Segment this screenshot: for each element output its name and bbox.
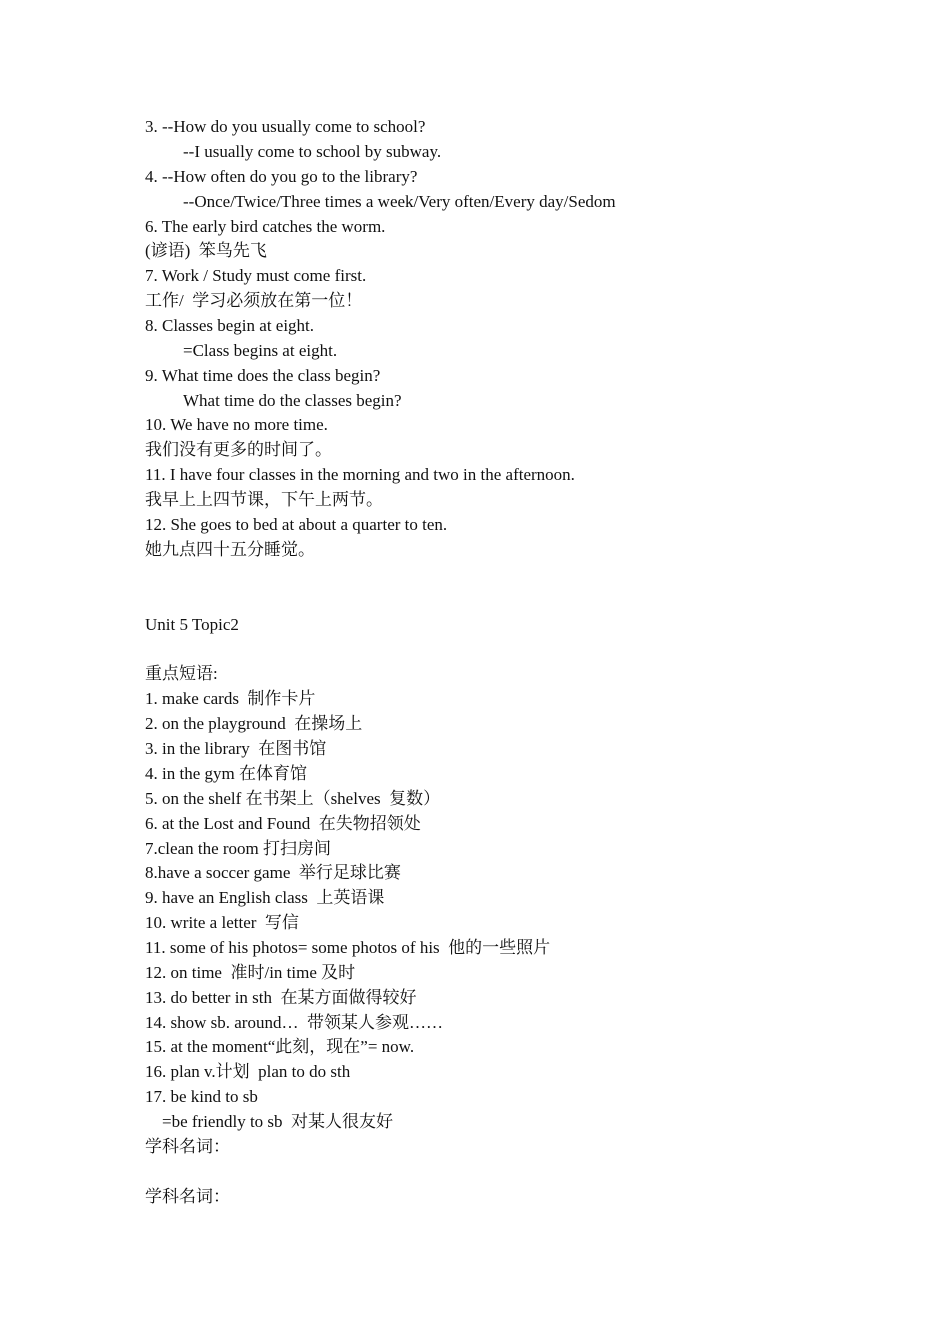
phrase-item: 9. have an English class 上英语课: [145, 888, 385, 907]
sentence-11-english: 11. I have four classes in the morning and two in the afternoon.: [145, 465, 575, 484]
phrase-item: 4. in the gym 在体育馆: [145, 764, 307, 783]
phrase-item: 15. at the moment“此刻，现在”= now.: [145, 1037, 415, 1056]
sentence-7-chinese: 工作/ 学习必须放在第一位！: [145, 291, 363, 310]
sentence-3-answer: --I usually come to school by subway.: [183, 142, 442, 161]
phrase-item: 5. on the shelf 在书架上（shelves 复数）: [145, 789, 441, 808]
sentence-3-question: 3. --How do you usually come to school?: [145, 117, 426, 136]
phrase-item: 2. on the playground 在操场上: [145, 714, 363, 733]
sentence-12-chinese: 她九点四十五分睡觉。: [145, 540, 315, 559]
sentence-7-english: 7. Work / Study must come first.: [145, 266, 367, 285]
phrase-item: 14. show sb. around… 带领某人参观……: [145, 1013, 443, 1032]
phrase-item: 7.clean the room 打扫房间: [145, 839, 332, 858]
phrase-item: 16. plan v.计划 plan to do sth: [145, 1062, 351, 1081]
sentence-4-answer: --Once/Twice/Three times a week/Very often/Every day/Sedom: [183, 192, 616, 211]
subjects-heading: 学科名词：: [145, 1137, 230, 1156]
phrase-item: 10. write a letter 写信: [145, 913, 299, 932]
sentence-6-chinese: (谚语) 笨鸟先飞: [145, 241, 267, 260]
phrase-item: 12. on time 准时/in time 及时: [145, 963, 356, 982]
sentence-9-alternative: What time do the classes begin?: [183, 391, 402, 410]
phrase-item: 17. be kind to sb: [145, 1087, 258, 1106]
sentence-4-question: 4. --How often do you go to the library?: [145, 167, 418, 186]
phrase-17-alternative: =be friendly to sb 对某人很友好: [162, 1112, 394, 1131]
phrase-item: 11. some of his photos= some photos of his 他的一些照片: [145, 938, 551, 957]
sentence-10-chinese: 我们没有更多的时间了。: [145, 440, 332, 459]
phrase-item: 8.have a soccer game 举行足球比赛: [145, 863, 401, 882]
subjects-heading-repeat: 学科名词：: [145, 1187, 230, 1206]
unit-title: Unit 5 Topic2: [145, 615, 239, 634]
sentence-8-english: 8. Classes begin at eight.: [145, 316, 315, 335]
phrases-heading: 重点短语:: [145, 664, 218, 683]
phrase-item: 3. in the library 在图书馆: [145, 739, 327, 758]
phrase-item: 1. make cards 制作卡片: [145, 689, 316, 708]
sentence-8-alternative: =Class begins at eight.: [183, 341, 338, 360]
sentence-10-english: 10. We have no more time.: [145, 415, 328, 434]
sentence-11-chinese: 我早上上四节课，下午上两节。: [145, 490, 383, 509]
sentence-12-english: 12. She goes to bed at about a quarter to ten.: [145, 515, 448, 534]
phrase-item: 6. at the Lost and Found 在失物招领处: [145, 814, 421, 833]
sentence-9-english: 9. What time does the class begin?: [145, 366, 381, 385]
sentence-6-english: 6. The early bird catches the worm.: [145, 217, 386, 236]
phrase-item: 13. do better in sth 在某方面做得较好: [145, 988, 417, 1007]
